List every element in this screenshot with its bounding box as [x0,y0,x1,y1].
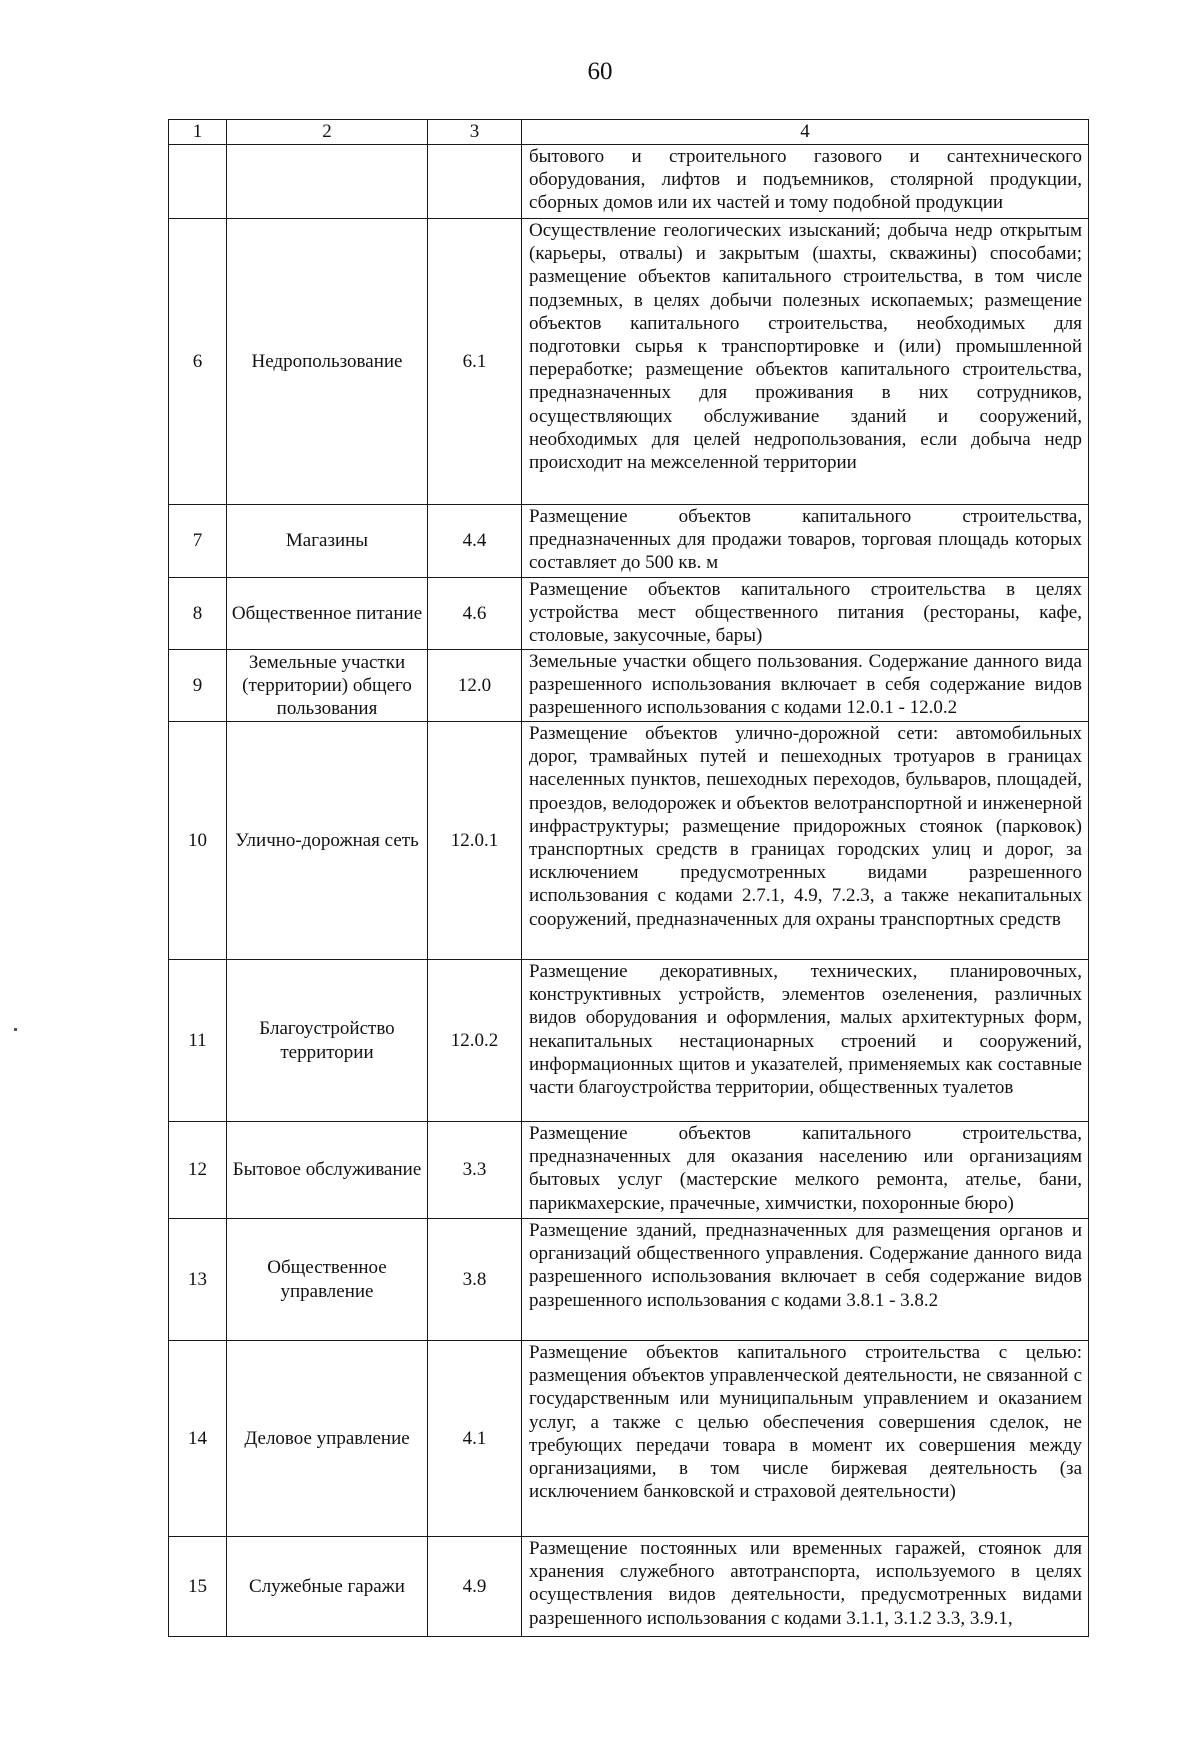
table-row [169,722,1089,960]
use-type-name: Магазины [227,505,428,578]
header-cell: 4 [522,120,1089,145]
use-type-code: 12.0.2 [428,960,522,1122]
table-row [169,1219,1089,1341]
use-type-code: 4.6 [428,578,522,650]
row-number: 15 [169,1537,227,1637]
use-type-code: 6.1 [428,219,522,505]
table-row [169,219,1089,505]
use-type-code: 3.3 [428,1122,522,1219]
row-number: 10 [169,722,227,960]
use-type-description: Размещение зданий, предназначенных для размещения органов и организаций общественного управления. Содержание данного вида разрешенного использования включает в себя содержание видов разрешенного использования с кодами 3.8.1 - 3.8.2 [522,1219,1089,1341]
use-type-name: Бытовое обслуживание [227,1122,428,1219]
use-type-description: Земельные участки общего пользования. Содержание данного вида разрешенного использования включает в себя содержание видов разрешенного использования с кодами 12.0.1 - 12.0.2 [522,650,1089,722]
row-number: 8 [169,578,227,650]
use-type-description: Размещение постоянных или временных гаражей, стоянок для хранения служебного автотранспорта, используемого в целях осуществления видов деятельности, предусмотренных видами разрешенного использования с кодами 3.1.1, 3.1.2 3.3, 3.9.1, [522,1537,1089,1637]
row-number: 11 [169,960,227,1122]
row-number: 9 [169,650,227,722]
use-type-code: 4.1 [428,1341,522,1537]
scan-mark [14,1028,17,1031]
land-use-table [168,119,1089,1637]
row-number: 6 [169,219,227,505]
use-type-name: Служебные гаражи [227,1537,428,1637]
table-row [169,1122,1089,1219]
table-row [169,1341,1089,1537]
table-row [169,145,1089,219]
use-type-name: Деловое управление [227,1341,428,1537]
table-row [169,578,1089,650]
use-type-description: Размещение объектов капитального строительства, предназначенных для оказания населению или организациям бытовых услуг (мастерские мелкого ремонта, ателье, бани, парикмахерские, прачечные, химчистки, похоронные бюро) [522,1122,1089,1219]
row-number: 7 [169,505,227,578]
use-type-name: Благоустройство территории [227,960,428,1122]
use-type-code: 3.8 [428,1219,522,1341]
use-type-name: Земельные участки (территории) общего пользования [227,650,428,722]
use-type-description: Размещение объектов капитального строительства в целях устройства мест общественного питания (рестораны, кафе, столовые, закусочные, бары) [522,578,1089,650]
row-number: 12 [169,1122,227,1219]
header-cell: 3 [428,120,522,145]
use-type-name: Улично-дорожная сеть [227,722,428,960]
header-cell: 2 [227,120,428,145]
use-type-name [227,145,428,219]
row-number [169,145,227,219]
use-type-code: 4.9 [428,1537,522,1637]
use-type-name: Общественное управление [227,1219,428,1341]
use-type-code: 12.0.1 [428,722,522,960]
table-header-row [169,120,1089,145]
header-cell: 1 [169,120,227,145]
use-type-description: Размещение декоративных, технических, планировочных, конструктивных устройств, элементов озеленения, различных видов оборудования и оформления, малых архитектурных форм, некапитальных нестационарных строений и сооружений, информационных щитов и указателей, применяемых как составные части благоустройства территории, общественных туалетов [522,960,1089,1122]
use-type-description: Размещение объектов капитального строительства с целью: размещения объектов управленческой деятельности, не связанной с государственным или муниципальным управлением и оказанием услуг, а также с целью обеспечения совершения сделок, не требующих передачи товара в момент их совершения между организациями, в том числе биржевая деятельность (за исключением банковской и страховой деятельности) [522,1341,1089,1537]
table-row [169,1537,1089,1637]
use-type-description: Размещение объектов капитального строительства, предназначенных для продажи товаров, торговая площадь которых составляет до 500 кв. м [522,505,1089,578]
table-row [169,650,1089,722]
page-number: 60 [587,58,613,85]
table-row [169,960,1089,1122]
use-type-code: 12.0 [428,650,522,722]
table-row [169,505,1089,578]
use-type-code [428,145,522,219]
use-type-description: бытового и строительного газового и сантехнического оборудования, лифтов и подъемников, столярной продукции, сборных домов или их частей и тому подобной продукции [522,145,1089,219]
use-type-description: Осуществление геологических изысканий; добыча недр открытым (карьеры, отвалы) и закрытым (шахты, скважины) способами; размещение объектов капитального строительства, в том числе подземных, в целях добычи полезных ископаемых; размещение объектов капитального строительства, необходимых для подготовки сырья к транспортировке и (или) промышленной переработке; размещение объектов капитального строительства, предназначенных для проживания в них сотрудников, осуществляющих обслуживание зданий и сооружений, необходимых для целей недропользования, если добыча недр происходит на межселенной территории [522,219,1089,505]
use-type-name: Общественное питание [227,578,428,650]
row-number: 14 [169,1341,227,1537]
row-number: 13 [169,1219,227,1341]
use-type-code: 4.4 [428,505,522,578]
use-type-description: Размещение объектов улично-дорожной сети: автомобильных дорог, трамвайных путей и пешеходных тротуаров в границах населенных пунктов, пешеходных переходов, бульваров, площадей, проездов, велодорожек и объектов велотранспортной и инженерной инфраструктуры; размещение придорожных стоянок (парковок) транспортных средств в границах городских улиц и дорог, за исключением предусмотренных видами разрешенного использования с кодами 2.7.1, 4.9, 7.2.3, а также некапитальных сооружений, предназначенных для охраны транспортных средств [522,722,1089,960]
use-type-name: Недропользование [227,219,428,505]
